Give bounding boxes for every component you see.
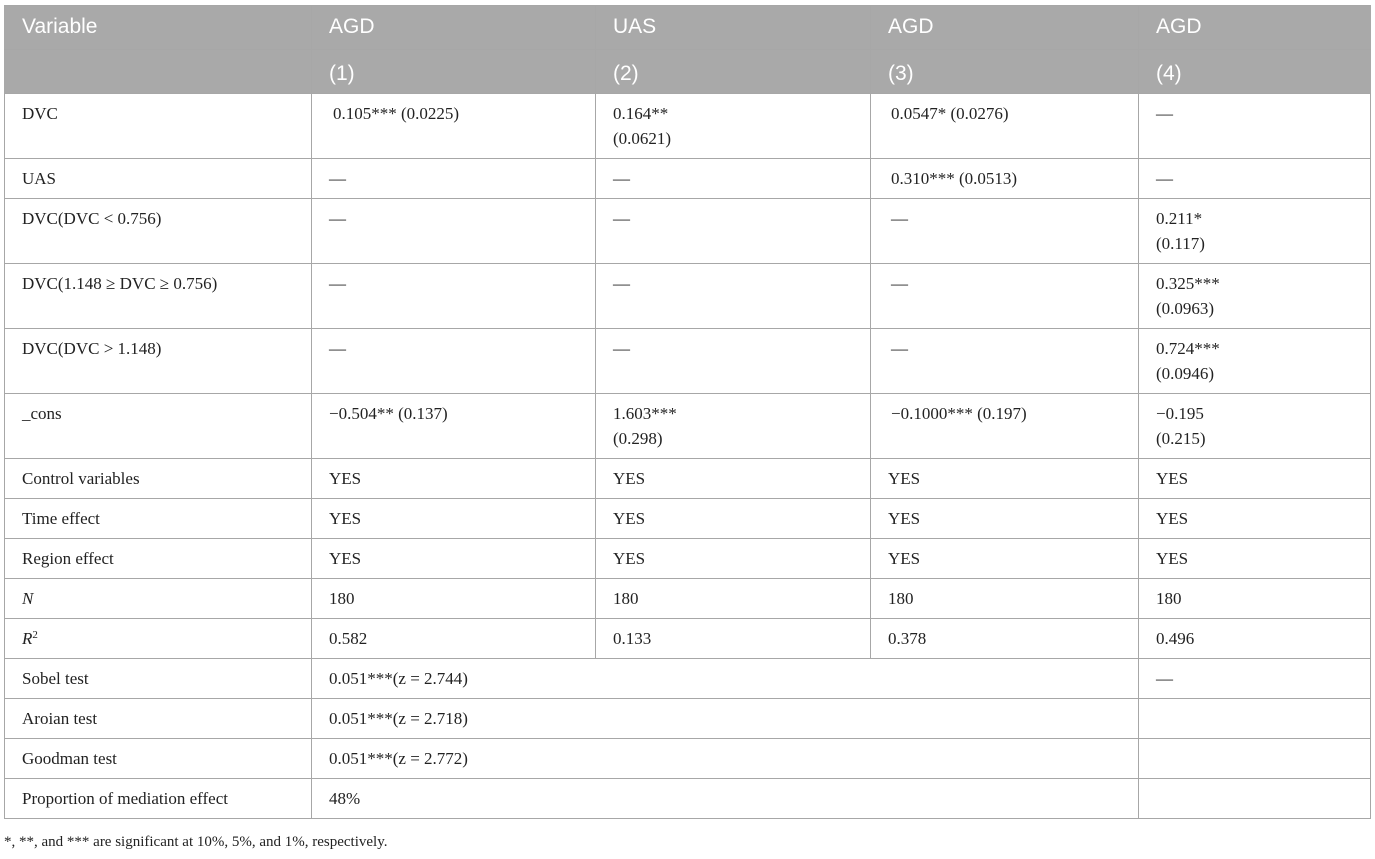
cell-col1: −0.504** (0.137)	[312, 394, 596, 459]
row-label: UAS	[5, 159, 312, 199]
table-row-time	[5, 499, 1371, 539]
header-variable: Variable	[5, 6, 312, 50]
row-label	[5, 579, 312, 619]
cell-col2	[596, 94, 871, 159]
cell-merged: 48%	[312, 779, 871, 819]
row-label: Time effect	[5, 499, 312, 539]
cell-col2: 0.133	[596, 619, 871, 659]
header-row-number	[5, 50, 1371, 94]
cell-col3: YES	[871, 539, 1139, 579]
row-label: DVC(1.148 ≥ DVC ≥ 0.756)	[5, 264, 312, 329]
table-row-cons	[5, 394, 1371, 459]
cell-col2: YES	[596, 539, 871, 579]
row-label: DVC(DVC < 0.756)	[5, 199, 312, 264]
cell-col3: YES	[871, 459, 1139, 499]
table-row-r2	[5, 619, 1371, 659]
row-label: Sobel test	[5, 659, 312, 699]
cell-col1: —	[312, 199, 596, 264]
header-col4-num: (4)	[1139, 50, 1371, 94]
table-row-sobel	[5, 659, 1371, 699]
header-variable-blank	[5, 50, 312, 94]
table-row-region	[5, 539, 1371, 579]
table-row-control	[5, 459, 1371, 499]
cell-col4	[1139, 394, 1371, 459]
cell-merged: 0.051***(z = 2.718)	[312, 699, 1139, 739]
header-row-dependent	[5, 6, 1371, 50]
cell-col4: —	[1139, 159, 1371, 199]
table-row-uas	[5, 159, 1371, 199]
cell-col3: —	[871, 199, 1139, 264]
row-label: _cons	[5, 394, 312, 459]
cell-col4	[1139, 329, 1371, 394]
cell-col1: YES	[312, 459, 596, 499]
row-label: Control variables	[5, 459, 312, 499]
cell-col1: —	[312, 264, 596, 329]
cell-col3: 0.0547* (0.0276)	[871, 94, 1139, 159]
cell-coef: 0.164**	[613, 104, 669, 123]
table-body	[5, 94, 1371, 819]
row-label: Aroian test	[5, 699, 312, 739]
cell-col3: 0.310*** (0.0513)	[871, 159, 1139, 199]
cell-col4	[1139, 779, 1371, 819]
cell-coef: −0.195	[1156, 404, 1204, 423]
cell-col2: YES	[596, 499, 871, 539]
cell-col4: 0.496	[1139, 619, 1371, 659]
cell-col3: 0.378	[871, 619, 1139, 659]
cell-se: (0.0946)	[1156, 364, 1215, 383]
cell-coef: 1.603***	[613, 404, 677, 423]
header-col4-dep: AGD	[1139, 6, 1371, 50]
table-row-n	[5, 579, 1371, 619]
cell-col1: 180	[312, 579, 596, 619]
cell-col4: 180	[1139, 579, 1371, 619]
cell-col4: YES	[1139, 499, 1371, 539]
cell-col3: —	[871, 329, 1139, 394]
header-col3-num: (3)	[871, 50, 1139, 94]
superscript: 2	[32, 629, 38, 641]
table-row-dvc-mid	[5, 264, 1371, 329]
header-col2-dep: UAS	[596, 6, 871, 50]
cell-col1: 0.582	[312, 619, 596, 659]
cell-col2	[596, 394, 871, 459]
cell-coef: 0.724***	[1156, 339, 1220, 358]
cell-empty	[871, 779, 1139, 819]
cell-col3: YES	[871, 499, 1139, 539]
table-row-dvc-low	[5, 199, 1371, 264]
cell-col1: 0.105*** (0.0225)	[312, 94, 596, 159]
cell-col4: YES	[1139, 459, 1371, 499]
cell-coef: 0.211*	[1156, 209, 1203, 228]
header-col3-dep: AGD	[871, 6, 1139, 50]
cell-col1: YES	[312, 499, 596, 539]
header-col1-num: (1)	[312, 50, 596, 94]
cell-col4	[1139, 739, 1371, 779]
cell-col4: YES	[1139, 539, 1371, 579]
cell-col4	[1139, 264, 1371, 329]
cell-col4: —	[1139, 659, 1371, 699]
regression-table	[4, 5, 1371, 819]
row-label: Region effect	[5, 539, 312, 579]
table-row-goodman	[5, 739, 1371, 779]
cell-col2: —	[596, 199, 871, 264]
row-label: DVC	[5, 94, 312, 159]
cell-col3: 180	[871, 579, 1139, 619]
row-label: Proportion of mediation effect	[5, 779, 312, 819]
cell-col2: —	[596, 264, 871, 329]
table-row-dvc	[5, 94, 1371, 159]
cell-col4: —	[1139, 94, 1371, 159]
cell-col2: 180	[596, 579, 871, 619]
table-header	[5, 6, 1371, 94]
row-label-text: N	[22, 589, 34, 608]
cell-col2: —	[596, 329, 871, 394]
cell-col3: —	[871, 264, 1139, 329]
cell-col4	[1139, 199, 1371, 264]
cell-col2: —	[596, 159, 871, 199]
cell-se: (0.117)	[1156, 234, 1205, 253]
table-row-proportion	[5, 779, 1371, 819]
row-label	[5, 619, 312, 659]
cell-col1: YES	[312, 539, 596, 579]
row-label: DVC(DVC > 1.148)	[5, 329, 312, 394]
table-row-aroian	[5, 699, 1371, 739]
cell-merged: 0.051***(z = 2.772)	[312, 739, 1139, 779]
cell-se: (0.215)	[1156, 429, 1206, 448]
cell-col4	[1139, 699, 1371, 739]
header-col1-dep: AGD	[312, 6, 596, 50]
cell-coef: 0.325***	[1156, 274, 1220, 293]
cell-col3: −0.1000*** (0.197)	[871, 394, 1139, 459]
cell-se: (0.298)	[613, 429, 663, 448]
cell-se: (0.0621)	[613, 129, 672, 148]
row-label-text: R	[22, 629, 33, 648]
cell-col1: —	[312, 159, 596, 199]
cell-se: (0.0963)	[1156, 299, 1215, 318]
header-col2-num: (2)	[596, 50, 871, 94]
table-row-dvc-high	[5, 329, 1371, 394]
row-label: Goodman test	[5, 739, 312, 779]
cell-merged: 0.051***(z = 2.744)	[312, 659, 1139, 699]
cell-col1: —	[312, 329, 596, 394]
cell-col2: YES	[596, 459, 871, 499]
table-footnote: *, **, and *** are significant at 10%, 5%, and 1%, respectively.	[4, 834, 388, 850]
